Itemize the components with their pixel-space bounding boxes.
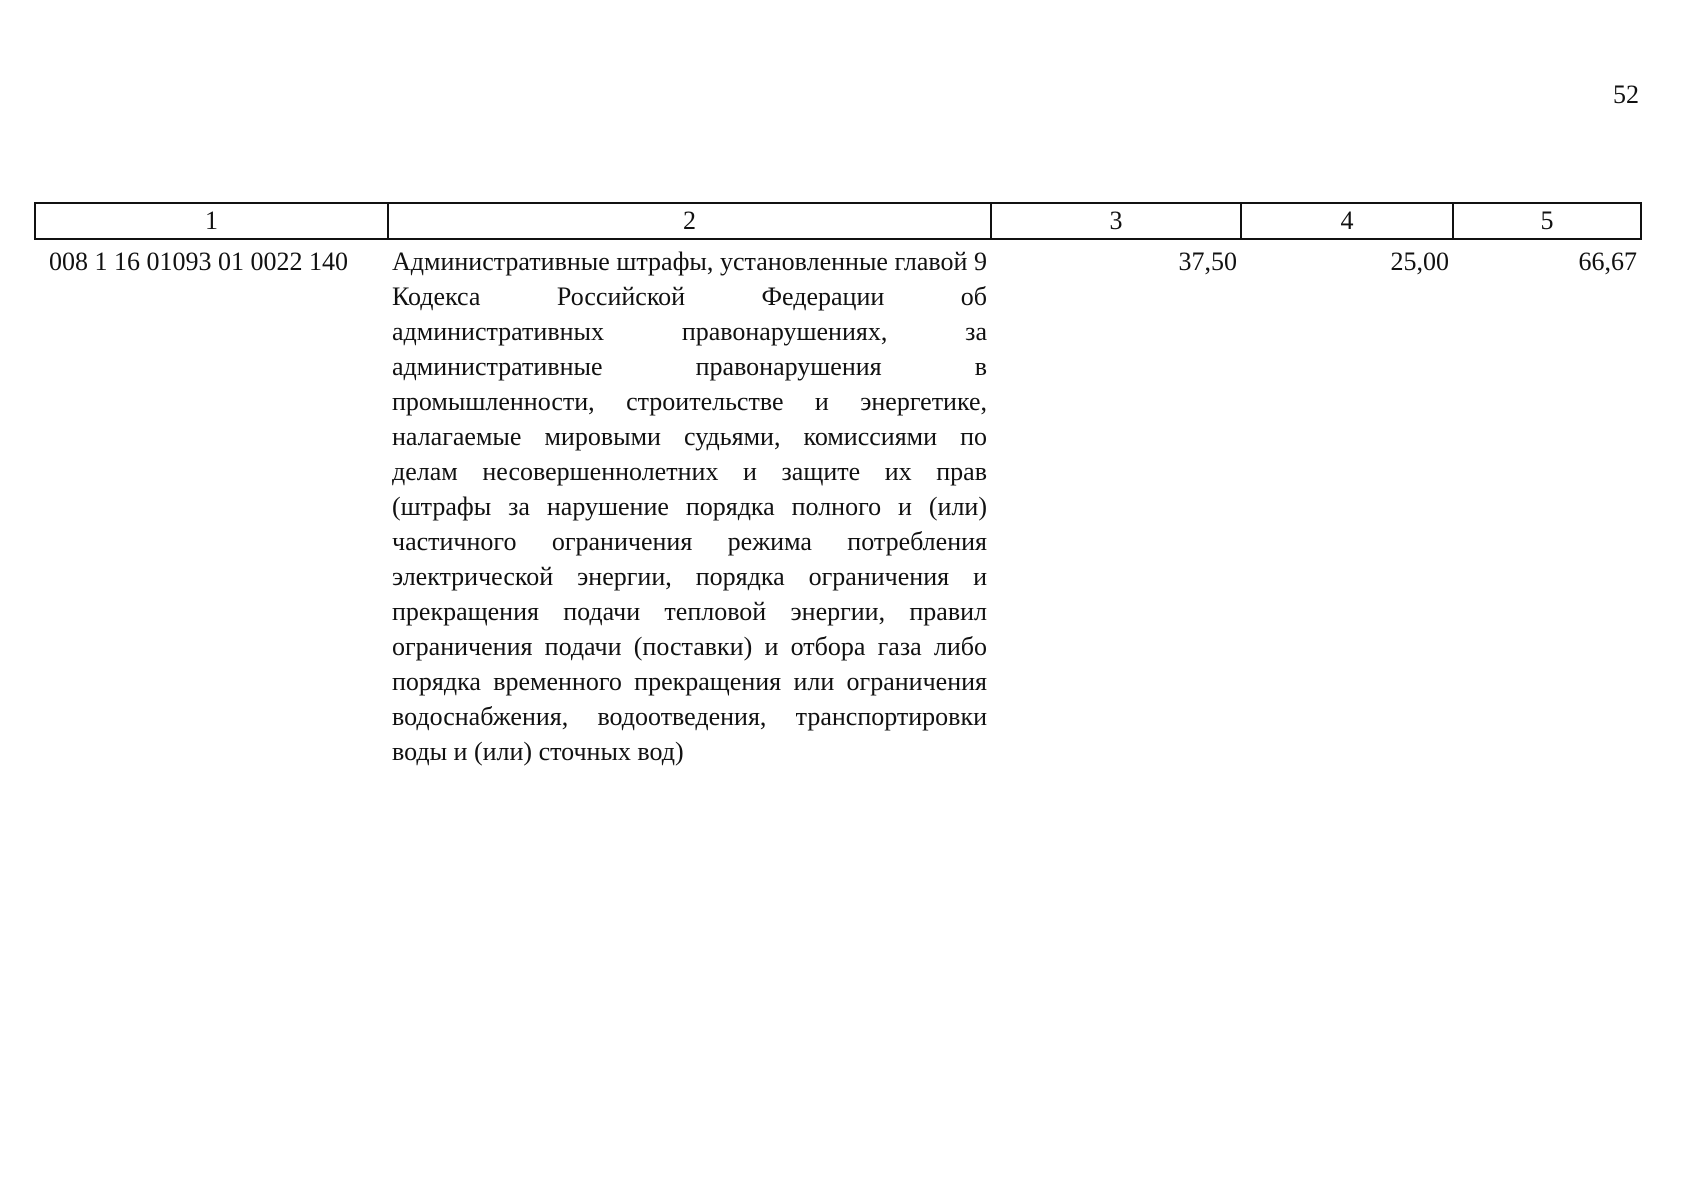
column-header-2: 2 (388, 203, 991, 239)
description-cell: Административные штрафы, установленные главой 9 Кодекса Российской Федерации об административных правонарушениях, за административные правонарушения в промышленности, строительстве и энергетике, налагаемые мировыми судьями, комиссиями по делам несовершеннолетних и защите их прав (штрафы за нарушение порядка полного и (или) частичного ограничения режима потребления электрической энергии, порядка ограничения и прекращения подачи тепловой энергии, правил ограничения подачи (поставки) и отбора газа либо порядка временного прекращения или ограничения водоснабжения, водоотведения, транспортировки воды и (или) сточных вод) (392, 247, 987, 766)
value-cell-col3: 37,50 (1178, 247, 1237, 276)
value-cell-col5: 66,67 (1578, 247, 1637, 276)
column-header-4: 4 (1241, 203, 1453, 239)
column-header-5: 5 (1453, 203, 1641, 239)
header-row (35, 203, 1641, 239)
value-cell-col4: 25,00 (1390, 247, 1449, 276)
data-table (34, 202, 1642, 769)
page-number: 52 (1613, 80, 1639, 109)
column-header-1: 1 (35, 203, 388, 239)
table-row (35, 239, 1641, 769)
budget-code-cell: 008 1 16 01093 01 0022 140 (49, 247, 348, 276)
column-header-3: 3 (991, 203, 1241, 239)
